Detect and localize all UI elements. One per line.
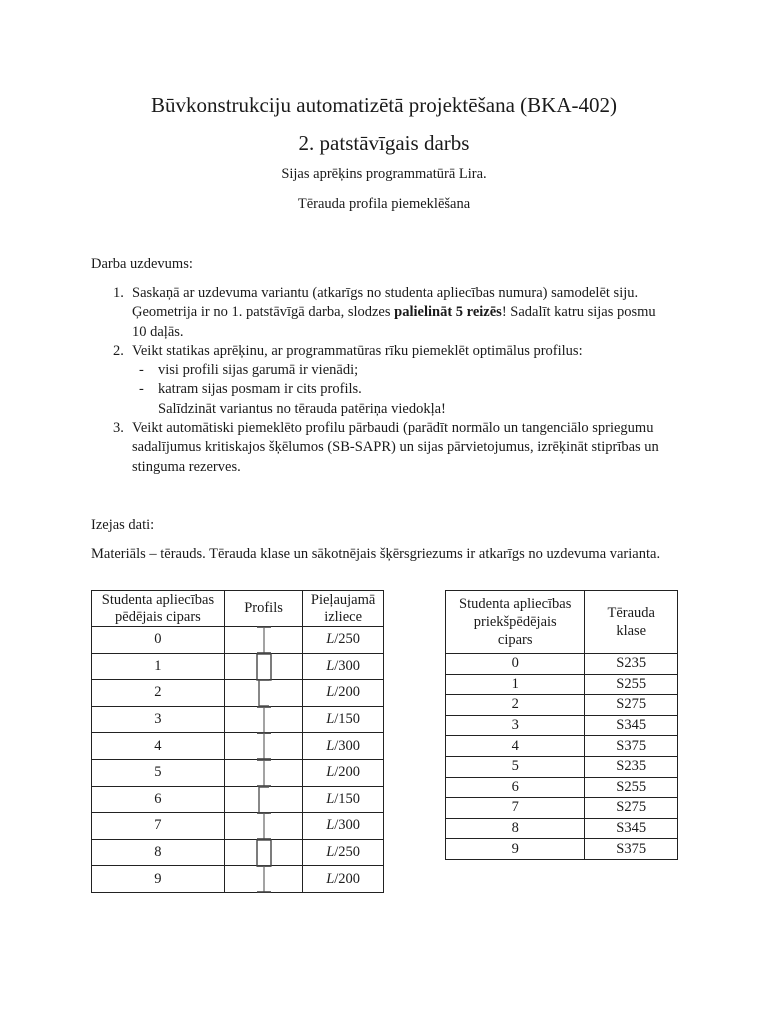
table-row — [446, 736, 678, 757]
document-subtitle: 2. patstāvīgais darbs — [298, 131, 470, 155]
table-row — [446, 654, 678, 675]
task-note: Salīdzināt variantus no tērauda patēriņa viedokļa! — [158, 400, 446, 417]
table-row — [92, 786, 384, 813]
sub-item — [91, 380, 691, 399]
digit-cell: 7 — [446, 798, 585, 819]
digit-cell: 0 — [92, 627, 225, 654]
material-text: Materiāls – tērauds. Tērauda klase un sākotnējais šķērsgriezums ir atkarīgs no uzdevuma varianta. — [91, 546, 661, 562]
steel-class-cell: S375 — [585, 736, 678, 757]
digit-cell: 9 — [446, 839, 585, 860]
table-row — [92, 706, 384, 733]
steel-class-cell: S345 — [585, 715, 678, 736]
sub-item — [91, 361, 691, 380]
input-data-heading: Izejas dati: — [91, 517, 155, 533]
table-row — [92, 866, 384, 893]
table-row — [446, 777, 678, 798]
digit-cell: 2 — [446, 695, 585, 716]
steel-class-cell: S375 — [585, 839, 678, 860]
profile-cell — [224, 839, 302, 866]
table-row — [446, 818, 678, 839]
task-text: Ģeometrija ir no 1. patstāvīgā darba, slodzes palielināt 5 reizēs! Sadalīt katru sijas posmu — [132, 304, 656, 321]
profile-cell — [224, 706, 302, 733]
digit-cell: 7 — [92, 813, 225, 840]
profile-cell — [224, 786, 302, 813]
profile-cell — [224, 813, 302, 840]
table-row — [446, 695, 678, 716]
profile-cell — [224, 680, 302, 707]
table-row — [92, 733, 384, 760]
deflection-cell: L/150 — [303, 786, 384, 813]
digit-cell: 2 — [92, 680, 225, 707]
table-row — [92, 759, 384, 786]
steel-class-cell: S235 — [585, 756, 678, 777]
column-header-deflection: Pieļaujamā izliece — [303, 591, 384, 627]
steel-class-cell: S255 — [585, 777, 678, 798]
task-item-1 — [91, 284, 691, 342]
task-text: Veikt statikas aprēķinu, ar programmatūras rīku piemeklēt optimālus profilus: — [132, 342, 583, 359]
table-row — [92, 839, 384, 866]
deflection-cell: L/150 — [303, 706, 384, 733]
sub-item-text: katram sijas posmam ir cits profils. — [158, 381, 362, 398]
steel-class-cell: S235 — [585, 654, 678, 675]
deflection-cell: L/300 — [303, 653, 384, 680]
dash-bullet: - — [139, 362, 144, 379]
task-number: 3. — [113, 420, 124, 437]
digit-cell: 8 — [92, 839, 225, 866]
steel-class-cell: S255 — [585, 674, 678, 695]
digit-cell: 4 — [446, 736, 585, 757]
digit-cell: 5 — [446, 756, 585, 777]
task-text: 10 daļās. — [132, 323, 184, 340]
digit-cell: 3 — [92, 706, 225, 733]
profile-deflection-table — [91, 590, 384, 893]
sub-item-text: visi profili sijas garumā ir vienādi; — [158, 362, 359, 379]
table-row — [446, 839, 678, 860]
column-header-second-last-digit: Studenta apliecības priekšpēdējais cipars — [446, 591, 585, 654]
task-text: stinguma rezerves. — [132, 458, 241, 475]
digit-cell: 6 — [92, 786, 225, 813]
deflection-cell: L/200 — [303, 680, 384, 707]
task-number: 1. — [113, 285, 124, 301]
table-header-row — [446, 591, 678, 654]
document-title: Būvkonstrukciju automatizētā projektēšana (BKA-402) — [151, 93, 617, 117]
digit-cell: 5 — [92, 759, 225, 786]
deflection-cell: L/250 — [303, 839, 384, 866]
table-header-row — [92, 591, 384, 627]
emphasis-text: palielināt 5 reizēs — [394, 304, 502, 321]
table-row — [92, 653, 384, 680]
digit-cell: 1 — [446, 674, 585, 695]
dash-bullet: - — [139, 381, 144, 398]
document-topic: Sijas aprēķins programmatūrā Lira. — [281, 166, 487, 182]
deflection-cell: L/200 — [303, 866, 384, 893]
task-text: Saskaņā ar uzdevuma variantu (atkarīgs no studenta apliecības numura) samodelēt siju. — [132, 285, 639, 301]
column-header-profile: Profils — [224, 591, 302, 627]
table-row — [446, 798, 678, 819]
steel-class-cell: S275 — [585, 695, 678, 716]
deflection-cell: L/300 — [303, 813, 384, 840]
table-row — [92, 680, 384, 707]
steel-class-table — [445, 590, 678, 860]
deflection-cell: L/250 — [303, 627, 384, 654]
digit-cell: 4 — [92, 733, 225, 760]
task-item-2 — [91, 342, 691, 419]
digit-cell: 3 — [446, 715, 585, 736]
digit-cell: 1 — [92, 653, 225, 680]
column-header-last-digit: Studenta apliecības pēdējais cipars — [92, 591, 225, 627]
profile-cell — [224, 733, 302, 760]
profile-cell — [224, 759, 302, 786]
deflection-cell: L/200 — [303, 759, 384, 786]
profile-cell — [224, 627, 302, 654]
steel-class-cell: S345 — [585, 818, 678, 839]
table-row — [92, 627, 384, 654]
digit-cell: 8 — [446, 818, 585, 839]
digit-cell: 9 — [92, 866, 225, 893]
steel-class-cell: S275 — [585, 798, 678, 819]
deflection-cell: L/300 — [303, 733, 384, 760]
task-heading: Darba uzdevums: — [91, 256, 193, 272]
task-text: sadalījumus kritiskajos šķēlumos (SB-SAPR) un sijas pārvietojumus, izrēķināt stiprības un — [132, 439, 659, 456]
column-header-steel-class: Tērauda klase — [585, 591, 678, 654]
task-text: Veikt automātiski piemeklēto profilu pārbaudi (parādīt normālo un tangenciālo spriegumu — [132, 420, 654, 437]
table-row — [446, 674, 678, 695]
profile-cell — [224, 653, 302, 680]
document-subtopic: Tērauda profila piemeklēšana — [297, 196, 471, 212]
digit-cell: 6 — [446, 777, 585, 798]
table-row — [446, 715, 678, 736]
digit-cell: 0 — [446, 654, 585, 675]
table-row — [92, 813, 384, 840]
table-row — [446, 756, 678, 777]
profile-cell — [224, 866, 302, 893]
task-number: 2. — [113, 342, 124, 359]
task-list — [91, 284, 691, 477]
task-item-3 — [91, 419, 691, 477]
